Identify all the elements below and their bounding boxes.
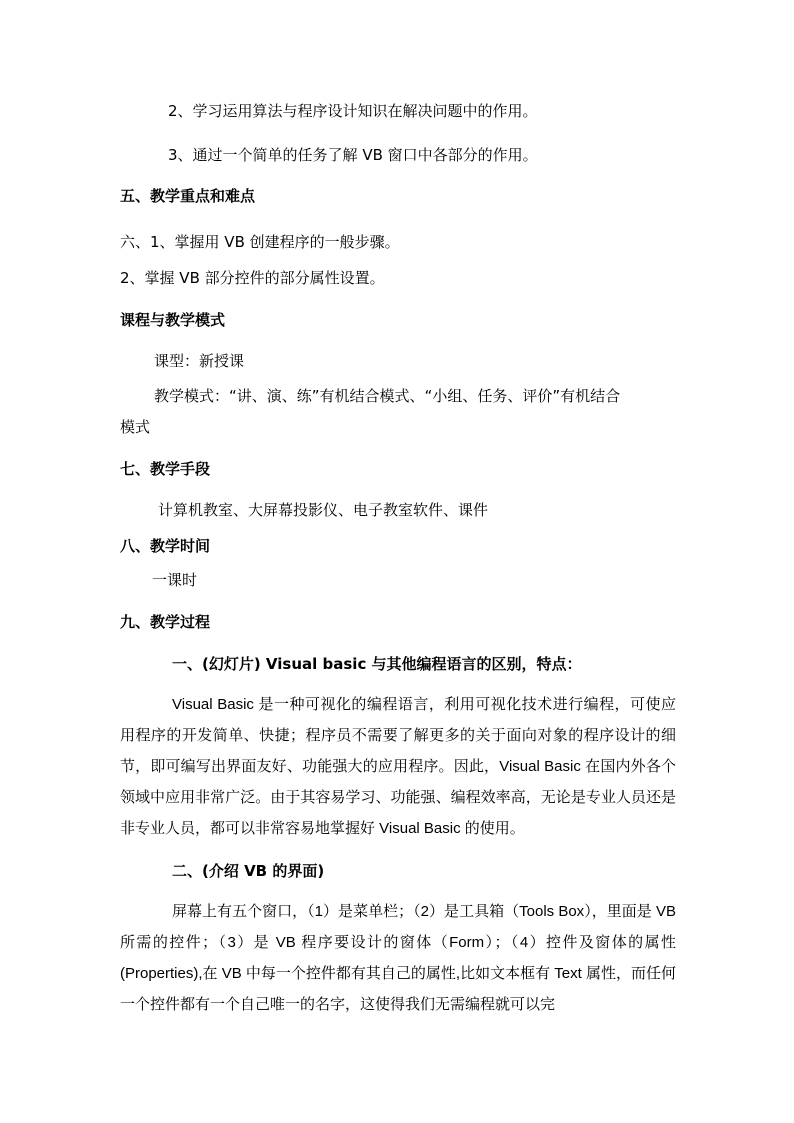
teaching-mode-line-1: 教学模式：“讲、演、练”有机结合模式、“小组、任务、评价”有机结合 [154,387,621,405]
section-6-line-2: 2、掌握 VB 部分控件的部分属性设置。 [120,269,385,287]
objective-item-3: 3、通过一个简单的任务了解 VB 窗口中各部分的作用。 [168,146,538,164]
section-9-heading: 九、教学过程 [120,613,211,631]
vb-interface-paragraph: 屏幕上有五个窗口，（1）是菜单栏；（2）是工具箱（Tools Box），里面是 VB 所需的控件；（3）是 VB 程序要设计的窗体（Form）；（4）控件及窗体的属性(Properties),在 VB 中每一个控件都有其自己的属性,比如文本框有 Text 属性，而任何一个控件都有一个自己唯一的名字，这使得我们无需编程就可以完 [120,903,676,1013]
section-7-heading: 七、教学手段 [120,460,211,478]
section-5-heading: 五、教学重点和难点 [120,187,256,205]
vb-intro-paragraph: Visual Basic 是一种可视化的编程语言，利用可视化技术进行编程，可使应用程序的开发简单、快捷；程序员不需要了解更多的关于面向对象的程序设计的细节，即可编写出界面友好、功能强大的应用程序。因此，Visual Basic 在国内外各个领域中应用非常广泛。由于其容易学习、功能强、编程效率高，无论是专业人员还是非专业人员，都可以非常容易地掌握好 Visual Basic 的使用。 [120,696,676,837]
section-7-content: 计算机教室、大屏幕投影仪、电子教室软件、课件 [158,501,489,519]
objective-item-2: 2、学习运用算法与程序设计知识在解决问题中的作用。 [168,102,538,120]
course-mode-heading: 课程与教学模式 [120,311,226,329]
teaching-mode-line-2: 模式 [120,418,151,436]
section-9-sub2-heading: 二、(介绍 VB 的界面) [172,862,325,880]
section-9-sub1-heading: 一、(幻灯片) Visual basic 与其他编程语言的区别，特点： [172,655,582,673]
section-8-content: 一课时 [152,571,198,589]
section-6-line-1: 六、1、掌握用 VB 创建程序的一般步骤。 [120,233,400,251]
course-type: 课型：新授课 [154,352,245,370]
section-8-heading: 八、教学时间 [120,537,211,555]
